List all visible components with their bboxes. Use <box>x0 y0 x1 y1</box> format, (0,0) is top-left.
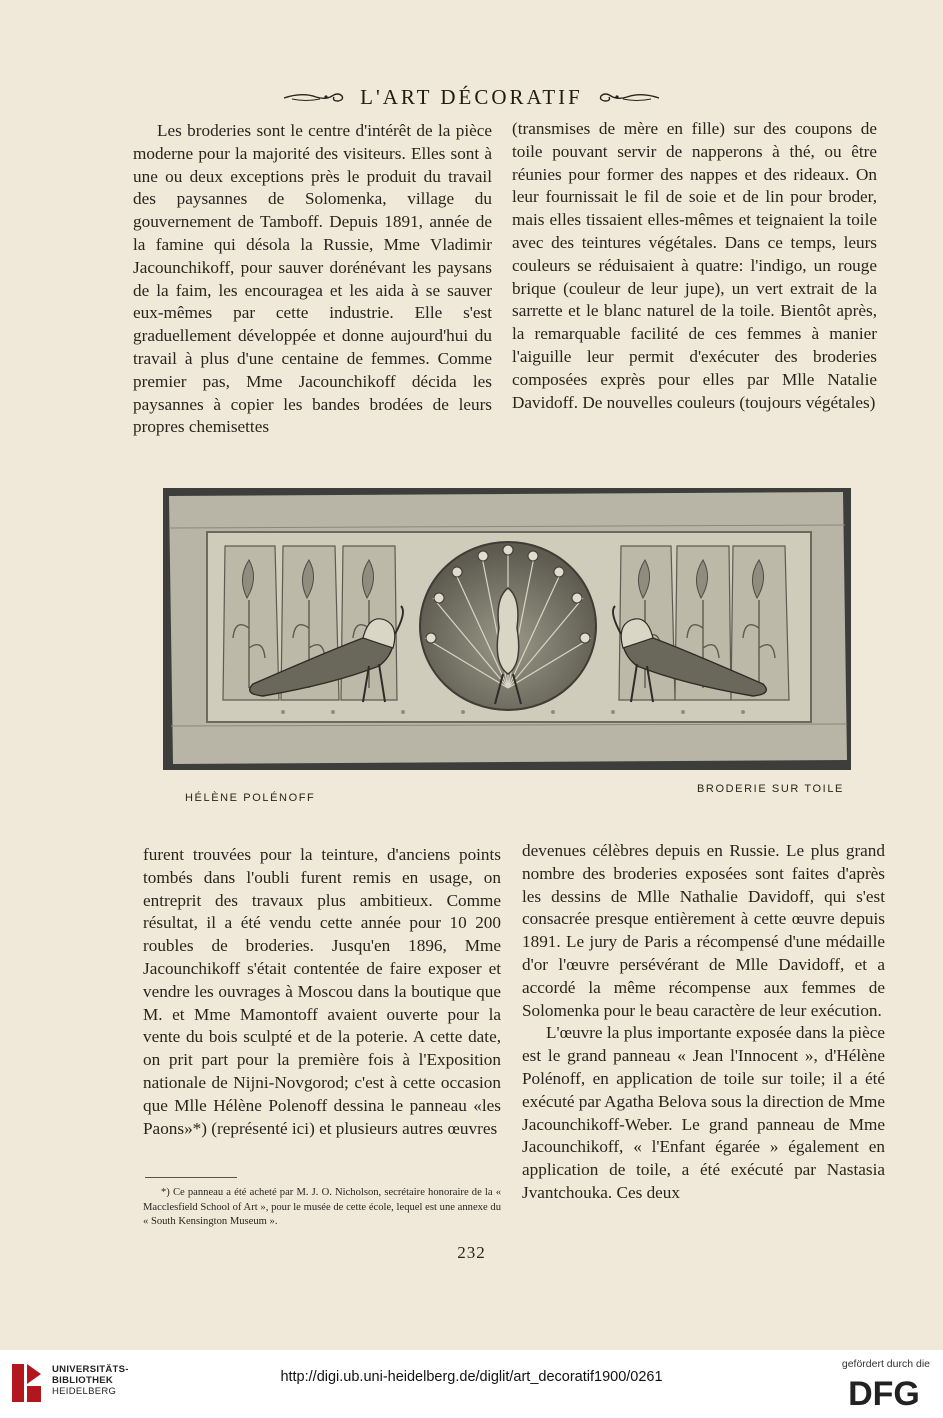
dfg-logo-text: DFG <box>848 1375 920 1409</box>
paragraph: Les broderies sont le centre d'intérêt de la pièce moderne pour la majorité des visiteurs. Elles sont à une ou deux exceptions près le produit du travail des paysannes de Solomenka, village du gouvernement de Tamboff. Depuis 1891, année de la famine qui désola la Russie, Mme Vladimir Jacounchikoff, pour sauver dorénévant les paysans de la faim, les encouragea et les aida à se sauver eux-mêmes par cette industrie. Elle s'est graduellement développée et donne aujourd'hui du travail à plus d'une centaine de femmes. Comme premier pas, Mme Jacounchikoff décida les paysannes à copier les bandes brodées de leurs propres chemisettes <box>133 121 492 437</box>
dfg-logo-icon[interactable] <box>839 1375 929 1409</box>
text-column-top-left <box>133 120 492 439</box>
paragraph: L'œuvre la plus importante exposée dans la pièce est le grand panneau « Jean l'Innocent », d'Hélène Polénoff, en application de toile sur toile; il a été exécuté par Agatha Belova sous la direction de Mme Jacounchikoff-Weber. Le grand panneau de Mme Jacounchikoff, « l'Enfant égarée » également en application de toile, a été exécuté par Nastasia Jvantchouka. Ces deux <box>522 1023 885 1202</box>
footnote-divider <box>145 1177 237 1178</box>
library-name-line: HEIDELBERG <box>52 1386 117 1397</box>
running-header <box>0 82 943 112</box>
library-name-line: UNIVERSITÄTS- <box>52 1364 129 1375</box>
left-ornament-icon <box>282 88 346 106</box>
paragraph: (transmises de mère en fille) sur des coupons de toile pouvant servir de napperons à thé, ou être réunies pour former des nappes et des rideaux. On leur fournissait le fil de soie et de lin pour broder, mais elles tissaient elles-mêmes et teignaient la toile avec des teintures végétales. Dans ce temps, leurs couleurs se réduisaient à quatre: l'indigo, un rouge brique (couleur de leur jupe), un vert extrait de la sarrette et le blanc naturel de la toile. Bientôt après, la remarquable facilité de ces femmes à manier l'aiguille leur permit d'exécuter des broderies composées exprès pour elles par Mlle Natalie Davidoff. De nouvelles couleurs (toujours végétales) <box>512 119 877 412</box>
paragraph: furent trouvées pour la teinture, d'anciens points tombés dans l'oubli furent remis en usage, on entreprit des travaux plus ambitieux. Comme résultat, il a été vendu cette année pour 10 200 roubles de broderies. Jusqu'en 1896, Mme Jacounchikoff s'était contentée de faire exposer et vendre les ouvrages à Moscou dans la boutique que M. et Mme Mamontoff avaient ouverte pour la vente du bois sculpté et de la poterie. A cette date, on prit part pour la première fois à l'Exposition nationale de Nijni-Novgorod; c'est à cette occasion que Mlle Hélène Polenoff dessina le panneau «les Paons»*) (représenté ici) et plusieurs autres œuvres <box>143 845 501 1138</box>
footnote-text: *) Ce panneau a été acheté par M. J. O. Nicholson, secrétaire honoraire de la « Macclesfield School of Art », pour le musée de cette école, lequel est une annexe du « South Kensington Museum ». <box>143 1187 501 1227</box>
funding-note: gefördert durch die <box>841 1358 930 1370</box>
text-column-bottom-right <box>522 840 885 1205</box>
figure-caption-author: HÉLÈNE POLÉNOFF <box>185 792 316 804</box>
library-footer-bar <box>0 1350 943 1418</box>
page-number: 232 <box>457 1243 486 1262</box>
embroidery-photograph <box>163 488 851 770</box>
document-url-link[interactable]: http://digi.ub.uni-heidelberg.de/diglit/art_decoratif1900/0261 <box>280 1369 663 1385</box>
figure-caption-title: BRODERIE SUR TOILE <box>697 783 844 795</box>
footnote <box>143 1186 501 1230</box>
paragraph: devenues célèbres depuis en Russie. Le plus grand nombre des broderies exposées sont faites d'après les dessins de Mlle Nathalie Davidoff, qui s'est consacrée presque entièrement à cette œuvre depuis 1891. Le jury de Paris a récompensé d'une médaille d'or l'œuvre persévérant de Mlle Davidoff, et a accordé la même récompense aux femmes de Solomenka pour le beau caractère de leur exécution. <box>522 841 885 1020</box>
text-column-bottom-left <box>143 844 501 1140</box>
right-ornament-icon <box>597 88 661 106</box>
text-column-top-right <box>512 118 877 414</box>
library-name-line: BIBLIOTHEK <box>52 1375 114 1386</box>
page-header-title: L'ART DÉCORATIF <box>360 84 583 109</box>
